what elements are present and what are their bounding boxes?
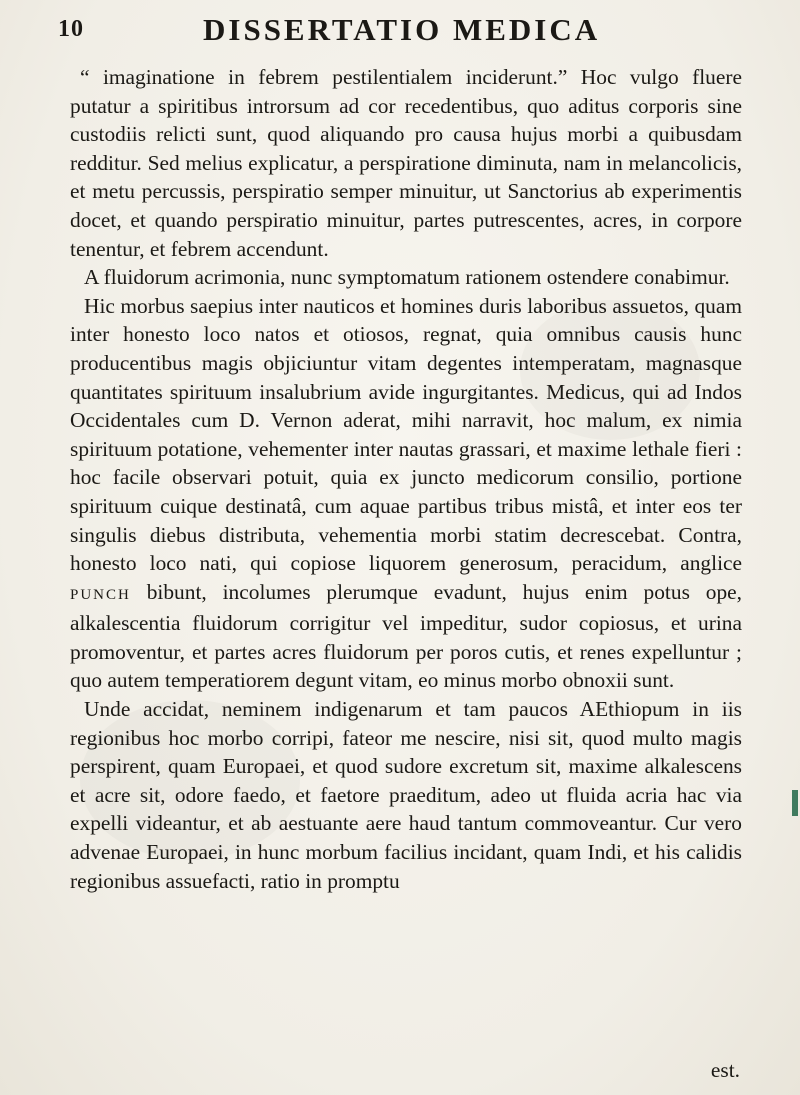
paragraph-3-end: bibunt, incolumes plerumque evadunt, hujus enim potus ope, alkalescentia fluidorum corrigitur vel impeditur, sudor copiosus, et urina promoventur, et partes acres fluidorum per poros cutis, et renes expelluntur ; quo autem temperatiorem degunt vitam, eo minus morbo obnoxii sunt. — [70, 579, 742, 693]
body-text — [70, 63, 742, 895]
paragraph-2: A fluidorum acrimonia, nunc symptomatum rationem ostendere conabimur. — [84, 265, 730, 290]
paragraph-4: Unde accidat, neminem indigenarum et tam paucos AEthiopum in iis regionibus hoc morbo corripi, fateor me nescire, nisi sit, quod multo magis perspirent, quam Europaei, et quod sudore excretum sit, maxime alkalescens et acre sit, odore faedo, et faetore praeditum, adeo ut fluida acria hac via expelli videantur, et ab aestuante aere haud tantum commoveantur. Cur vero advenae Europaei, in hunc morbum facilius incidant, quam Indi, et his calidis regionibus assuefacti, ratio in promptu — [70, 697, 742, 893]
paragraph-3-start: Hic morbus saepius inter nauticos et homines duris laboribus assuetos, quam inter honesto loco natos et otiosos, regnat, quia omnibus causis hunc producentibus magis objiciuntur vitam degentes intemperatam, magnasque quantitates spirituum insalubrium avide ingurgitantes. Medicus, qui ad Indos Occidentales cum D. Vernon aderat, mihi narravit, hoc malum, ex nimia spirituum potatione, vehementer inter nautas grassari, et maxime lethale fieri : hoc facile observari potuit, quia ex juncto medicorum consilio, portione spirituum cuique destinatâ, cum aquae partibus tribus mistâ, et inter eos ter singulis diebus distributa, vehementia morbi statim decrescebat. Contra, honesto loco nati, qui copiose liquorem generosum, peracidum, anglice — [70, 293, 742, 576]
paragraph-1: “ imaginatione in febrem pestilentialem inciderunt.” Hoc vulgo fluere putatur a spiritibus introrsum ad cor recedentibus, quo aditus corporis sine custodiis relicti sunt, quod aliquando pro causa hujus morbi a quibusdam redditur. Sed melius explicatur, a perspiratione diminuta, nam in melancolicis, et metu percussis, perspiratio semper minuitur, ut Sanctorius ab experimentis docet, et quando perspiratio minuitur, partes putrescentes, acres, in corpore tenentur, et febrem accendunt. — [70, 65, 742, 261]
page-edge-tab — [792, 790, 798, 816]
page-header — [58, 12, 760, 52]
running-head: DISSERTATIO MEDICA — [203, 12, 601, 47]
page-number: 10 — [58, 16, 84, 42]
punch-word: PUNCH — [70, 586, 131, 603]
paragraph-3 — [70, 292, 742, 695]
catchword: est. — [710, 1058, 740, 1082]
